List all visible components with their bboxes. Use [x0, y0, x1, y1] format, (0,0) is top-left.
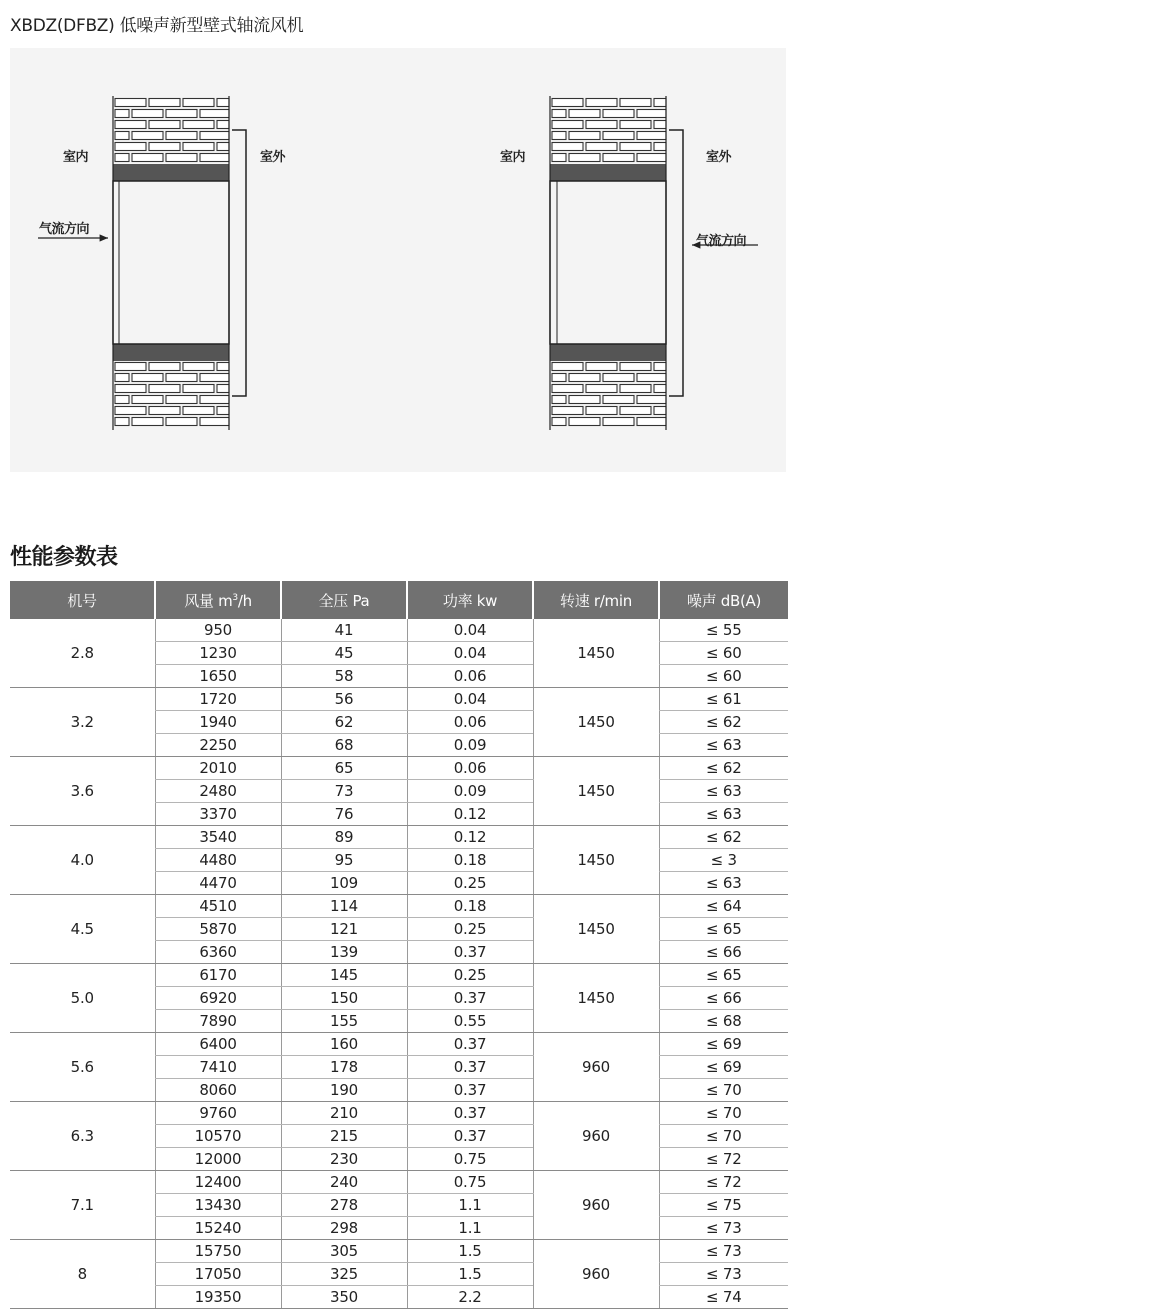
- noise-cell: ≤ 66: [659, 941, 788, 964]
- brick: [217, 363, 229, 371]
- model-cell: 4.5: [10, 895, 155, 964]
- brick: [654, 143, 666, 151]
- power-cell: 0.37: [407, 987, 533, 1010]
- model-cell: 3.6: [10, 757, 155, 826]
- noise-cell: ≤ 66: [659, 987, 788, 1010]
- brick: [149, 363, 180, 371]
- brick: [620, 143, 651, 151]
- brick: [637, 418, 666, 426]
- noise-cell: ≤ 73: [659, 1240, 788, 1263]
- table-row: [10, 757, 788, 780]
- flow-cell: 7890: [155, 1010, 281, 1033]
- noise-cell: ≤ 63: [659, 734, 788, 757]
- right-indoor-label: 室内: [500, 150, 526, 165]
- brick: [149, 121, 180, 129]
- noise-cell: ≤ 70: [659, 1079, 788, 1102]
- flow-cell: 5870: [155, 918, 281, 941]
- speed-cell: 1450: [533, 895, 659, 964]
- power-cell: 0.37: [407, 1056, 533, 1079]
- flow-cell: 19350: [155, 1286, 281, 1309]
- brick: [149, 143, 180, 151]
- brick: [217, 385, 229, 393]
- table-row: [10, 964, 788, 987]
- power-cell: 1.5: [407, 1263, 533, 1286]
- noise-cell: ≤ 65: [659, 918, 788, 941]
- flow-cell: 6170: [155, 964, 281, 987]
- brick: [586, 121, 617, 129]
- left-airflow-label: 气流方向: [39, 222, 90, 237]
- pressure-cell: 190: [281, 1079, 407, 1102]
- flow-cell: 950: [155, 619, 281, 642]
- pressure-cell: 62: [281, 711, 407, 734]
- flow-cell: 3540: [155, 826, 281, 849]
- brick: [166, 110, 197, 118]
- brick: [552, 110, 566, 118]
- brick: [603, 154, 634, 162]
- brick: [654, 99, 666, 107]
- pressure-cell: 139: [281, 941, 407, 964]
- pressure-cell: 114: [281, 895, 407, 918]
- flow-cell: 6360: [155, 941, 281, 964]
- brick: [620, 385, 651, 393]
- left-lower-brick-wall: [115, 363, 229, 426]
- header-model: 机号: [10, 581, 155, 619]
- table-row: [10, 688, 788, 711]
- brick: [586, 363, 617, 371]
- power-cell: 1.1: [407, 1217, 533, 1240]
- brick: [183, 407, 214, 415]
- pressure-cell: 160: [281, 1033, 407, 1056]
- left-upper-flange: [113, 164, 229, 181]
- pressure-cell: 155: [281, 1010, 407, 1033]
- noise-cell: ≤ 75: [659, 1194, 788, 1217]
- flow-cell: 6920: [155, 987, 281, 1010]
- model-cell: 3.2: [10, 688, 155, 757]
- brick: [132, 418, 163, 426]
- noise-cell: ≤ 60: [659, 665, 788, 688]
- brick: [603, 418, 634, 426]
- power-cell: 0.06: [407, 665, 533, 688]
- power-cell: 0.25: [407, 872, 533, 895]
- brick: [183, 385, 214, 393]
- flow-cell: 7410: [155, 1056, 281, 1079]
- speed-cell: 960: [533, 1102, 659, 1171]
- power-cell: 0.06: [407, 757, 533, 780]
- model-cell: 5.0: [10, 964, 155, 1033]
- brick: [115, 418, 129, 426]
- table-row: [10, 619, 788, 642]
- noise-cell: ≤ 61: [659, 688, 788, 711]
- right-airflow-label: 气流方向: [696, 234, 747, 249]
- noise-cell: ≤ 63: [659, 780, 788, 803]
- brick: [183, 99, 214, 107]
- power-cell: 0.37: [407, 1033, 533, 1056]
- speed-cell: 1450: [533, 826, 659, 895]
- brick: [637, 132, 666, 140]
- brick: [552, 143, 583, 151]
- right-lower-flange: [550, 344, 666, 361]
- pressure-cell: 305: [281, 1240, 407, 1263]
- brick: [200, 132, 229, 140]
- pressure-cell: 95: [281, 849, 407, 872]
- brick: [586, 99, 617, 107]
- power-cell: 0.37: [407, 1102, 533, 1125]
- installation-diagram-drawing: [10, 48, 786, 472]
- flow-cell: 2010: [155, 757, 281, 780]
- power-cell: 0.18: [407, 849, 533, 872]
- brick: [603, 110, 634, 118]
- model-cell: 7.1: [10, 1171, 155, 1240]
- brick: [552, 121, 583, 129]
- noise-cell: ≤ 63: [659, 872, 788, 895]
- header-pressure: 全压 Pa: [281, 581, 407, 619]
- power-cell: 0.55: [407, 1010, 533, 1033]
- noise-cell: ≤ 62: [659, 757, 788, 780]
- brick: [620, 121, 651, 129]
- pressure-cell: 68: [281, 734, 407, 757]
- brick: [586, 385, 617, 393]
- brick: [166, 374, 197, 382]
- brick: [552, 154, 566, 162]
- power-cell: 0.37: [407, 1079, 533, 1102]
- brick: [569, 110, 600, 118]
- brick: [200, 418, 229, 426]
- noise-cell: ≤ 62: [659, 711, 788, 734]
- noise-cell: ≤ 70: [659, 1102, 788, 1125]
- brick: [552, 407, 583, 415]
- flow-cell: 15240: [155, 1217, 281, 1240]
- brick: [132, 110, 163, 118]
- flow-cell: 4480: [155, 849, 281, 872]
- power-cell: 0.12: [407, 803, 533, 826]
- brick: [569, 418, 600, 426]
- power-cell: 0.75: [407, 1148, 533, 1171]
- right-lower-brick-wall: [552, 363, 666, 426]
- brick: [552, 385, 583, 393]
- flow-cell: 6400: [155, 1033, 281, 1056]
- model-cell: 2.8: [10, 619, 155, 688]
- brick: [637, 154, 666, 162]
- noise-cell: ≤ 3: [659, 849, 788, 872]
- table-body: [10, 619, 788, 1309]
- right-outdoor-label: 室外: [706, 150, 732, 165]
- speed-cell: 1450: [533, 757, 659, 826]
- model-cell: 6.3: [10, 1102, 155, 1171]
- brick: [637, 110, 666, 118]
- brick: [552, 418, 566, 426]
- left-fan-housing: [113, 181, 229, 344]
- brick: [637, 396, 666, 404]
- brick: [166, 154, 197, 162]
- brick: [620, 99, 651, 107]
- power-cell: 0.06: [407, 711, 533, 734]
- brick: [166, 418, 197, 426]
- brick: [569, 154, 600, 162]
- brick: [115, 154, 129, 162]
- right-fan-housing: [550, 181, 666, 344]
- brick: [217, 99, 229, 107]
- flow-cell: 1720: [155, 688, 281, 711]
- brick: [603, 374, 634, 382]
- brick: [200, 374, 229, 382]
- brick: [132, 374, 163, 382]
- pressure-cell: 240: [281, 1171, 407, 1194]
- brick: [654, 385, 666, 393]
- table-row: [10, 1240, 788, 1263]
- flow-cell: 2480: [155, 780, 281, 803]
- noise-cell: ≤ 64: [659, 895, 788, 918]
- speed-cell: 960: [533, 1171, 659, 1240]
- flow-cell: 12400: [155, 1171, 281, 1194]
- pressure-cell: 325: [281, 1263, 407, 1286]
- brick: [620, 407, 651, 415]
- page-title: XBDZ(DFBZ) 低噪声新型壁式轴流风机: [10, 16, 304, 36]
- brick: [552, 132, 566, 140]
- pressure-cell: 150: [281, 987, 407, 1010]
- brick: [637, 374, 666, 382]
- pressure-cell: 350: [281, 1286, 407, 1309]
- flow-cell: 12000: [155, 1148, 281, 1171]
- noise-cell: ≤ 73: [659, 1263, 788, 1286]
- pressure-cell: 145: [281, 964, 407, 987]
- brick: [552, 99, 583, 107]
- pressure-cell: 109: [281, 872, 407, 895]
- noise-cell: ≤ 73: [659, 1217, 788, 1240]
- pressure-cell: 73: [281, 780, 407, 803]
- brick: [552, 396, 566, 404]
- brick: [552, 363, 583, 371]
- noise-cell: ≤ 69: [659, 1033, 788, 1056]
- noise-cell: ≤ 72: [659, 1171, 788, 1194]
- table-row: [10, 1102, 788, 1125]
- brick: [115, 99, 146, 107]
- left-outdoor-label: 室外: [260, 150, 286, 165]
- brick: [115, 396, 129, 404]
- pressure-cell: 121: [281, 918, 407, 941]
- flow-cell: 4470: [155, 872, 281, 895]
- brick: [115, 143, 146, 151]
- flow-cell: 9760: [155, 1102, 281, 1125]
- power-cell: 0.75: [407, 1171, 533, 1194]
- brick: [115, 407, 146, 415]
- brick: [569, 396, 600, 404]
- power-cell: 0.09: [407, 780, 533, 803]
- pressure-cell: 210: [281, 1102, 407, 1125]
- flow-cell: 10570: [155, 1125, 281, 1148]
- brick: [217, 121, 229, 129]
- left-lower-flange: [113, 344, 229, 361]
- power-cell: 1.5: [407, 1240, 533, 1263]
- table-header-row: [10, 581, 788, 619]
- brick: [200, 154, 229, 162]
- noise-cell: ≤ 63: [659, 803, 788, 826]
- brick: [603, 132, 634, 140]
- brick: [149, 385, 180, 393]
- brick: [115, 363, 146, 371]
- brick: [217, 407, 229, 415]
- model-cell: 4.0: [10, 826, 155, 895]
- brick: [183, 363, 214, 371]
- pressure-cell: 76: [281, 803, 407, 826]
- left-upper-brick-wall: [115, 99, 229, 162]
- flow-cell: 4510: [155, 895, 281, 918]
- brick: [183, 143, 214, 151]
- header-power: 功率 kw: [407, 581, 533, 619]
- brick: [115, 110, 129, 118]
- flow-cell: 2250: [155, 734, 281, 757]
- noise-cell: ≤ 62: [659, 826, 788, 849]
- right-upper-brick-wall: [552, 99, 666, 162]
- header-speed: 转速 r/min: [533, 581, 659, 619]
- power-cell: 0.09: [407, 734, 533, 757]
- power-cell: 1.1: [407, 1194, 533, 1217]
- speed-cell: 1450: [533, 688, 659, 757]
- noise-cell: ≤ 70: [659, 1125, 788, 1148]
- brick: [654, 407, 666, 415]
- noise-cell: ≤ 72: [659, 1148, 788, 1171]
- speed-cell: 1450: [533, 964, 659, 1033]
- brick: [569, 374, 600, 382]
- brick: [586, 143, 617, 151]
- brick: [183, 121, 214, 129]
- brick: [217, 143, 229, 151]
- flow-cell: 1230: [155, 642, 281, 665]
- power-cell: 0.25: [407, 918, 533, 941]
- table-row: [10, 895, 788, 918]
- power-cell: 2.2: [407, 1286, 533, 1309]
- flow-cell: 17050: [155, 1263, 281, 1286]
- brick: [200, 110, 229, 118]
- pressure-cell: 89: [281, 826, 407, 849]
- noise-cell: ≤ 55: [659, 619, 788, 642]
- power-cell: 0.04: [407, 642, 533, 665]
- power-cell: 0.25: [407, 964, 533, 987]
- brick: [620, 363, 651, 371]
- speed-cell: 960: [533, 1033, 659, 1102]
- noise-cell: ≤ 69: [659, 1056, 788, 1079]
- table-row: [10, 826, 788, 849]
- flow-cell: 8060: [155, 1079, 281, 1102]
- table-row: [10, 1033, 788, 1056]
- power-cell: 0.37: [407, 1125, 533, 1148]
- pressure-cell: 56: [281, 688, 407, 711]
- brick: [166, 132, 197, 140]
- brick: [115, 374, 129, 382]
- brick: [132, 154, 163, 162]
- brick: [115, 385, 146, 393]
- power-cell: 0.04: [407, 688, 533, 711]
- right-outdoor-cover: [669, 130, 683, 396]
- brick: [149, 99, 180, 107]
- flow-cell: 3370: [155, 803, 281, 826]
- power-cell: 0.37: [407, 941, 533, 964]
- header-noise: 噪声 dB(A): [659, 581, 788, 619]
- pressure-cell: 178: [281, 1056, 407, 1079]
- left-indoor-label: 室内: [63, 150, 89, 165]
- right-upper-flange: [550, 164, 666, 181]
- brick: [654, 363, 666, 371]
- noise-cell: ≤ 68: [659, 1010, 788, 1033]
- table-row: [10, 1171, 788, 1194]
- power-cell: 0.18: [407, 895, 533, 918]
- pressure-cell: 230: [281, 1148, 407, 1171]
- speed-cell: 960: [533, 1240, 659, 1309]
- brick: [569, 132, 600, 140]
- pressure-cell: 65: [281, 757, 407, 780]
- brick: [149, 407, 180, 415]
- left-outdoor-cover: [232, 130, 246, 396]
- installation-diagram: [10, 48, 786, 472]
- power-cell: 0.12: [407, 826, 533, 849]
- pressure-cell: 215: [281, 1125, 407, 1148]
- flow-cell: 13430: [155, 1194, 281, 1217]
- noise-cell: ≤ 60: [659, 642, 788, 665]
- performance-table: [10, 581, 788, 1309]
- brick: [200, 396, 229, 404]
- brick: [132, 132, 163, 140]
- pressure-cell: 298: [281, 1217, 407, 1240]
- flow-cell: 1650: [155, 665, 281, 688]
- pressure-cell: 45: [281, 642, 407, 665]
- speed-cell: 1450: [533, 619, 659, 688]
- flow-cell: 15750: [155, 1240, 281, 1263]
- pressure-cell: 278: [281, 1194, 407, 1217]
- header-flow: 风量 $m^3/h$: [155, 581, 281, 619]
- model-cell: 5.6: [10, 1033, 155, 1102]
- pressure-cell: 41: [281, 619, 407, 642]
- brick: [166, 396, 197, 404]
- pressure-cell: 58: [281, 665, 407, 688]
- brick: [603, 396, 634, 404]
- noise-cell: ≤ 74: [659, 1286, 788, 1309]
- brick: [115, 132, 129, 140]
- brick: [115, 121, 146, 129]
- flow-cell: 1940: [155, 711, 281, 734]
- power-cell: 0.04: [407, 619, 533, 642]
- brick: [586, 407, 617, 415]
- noise-cell: ≤ 65: [659, 964, 788, 987]
- brick: [654, 121, 666, 129]
- brick: [132, 396, 163, 404]
- section-title: 性能参数表: [10, 545, 118, 570]
- model-cell: 8: [10, 1240, 155, 1309]
- brick: [552, 374, 566, 382]
